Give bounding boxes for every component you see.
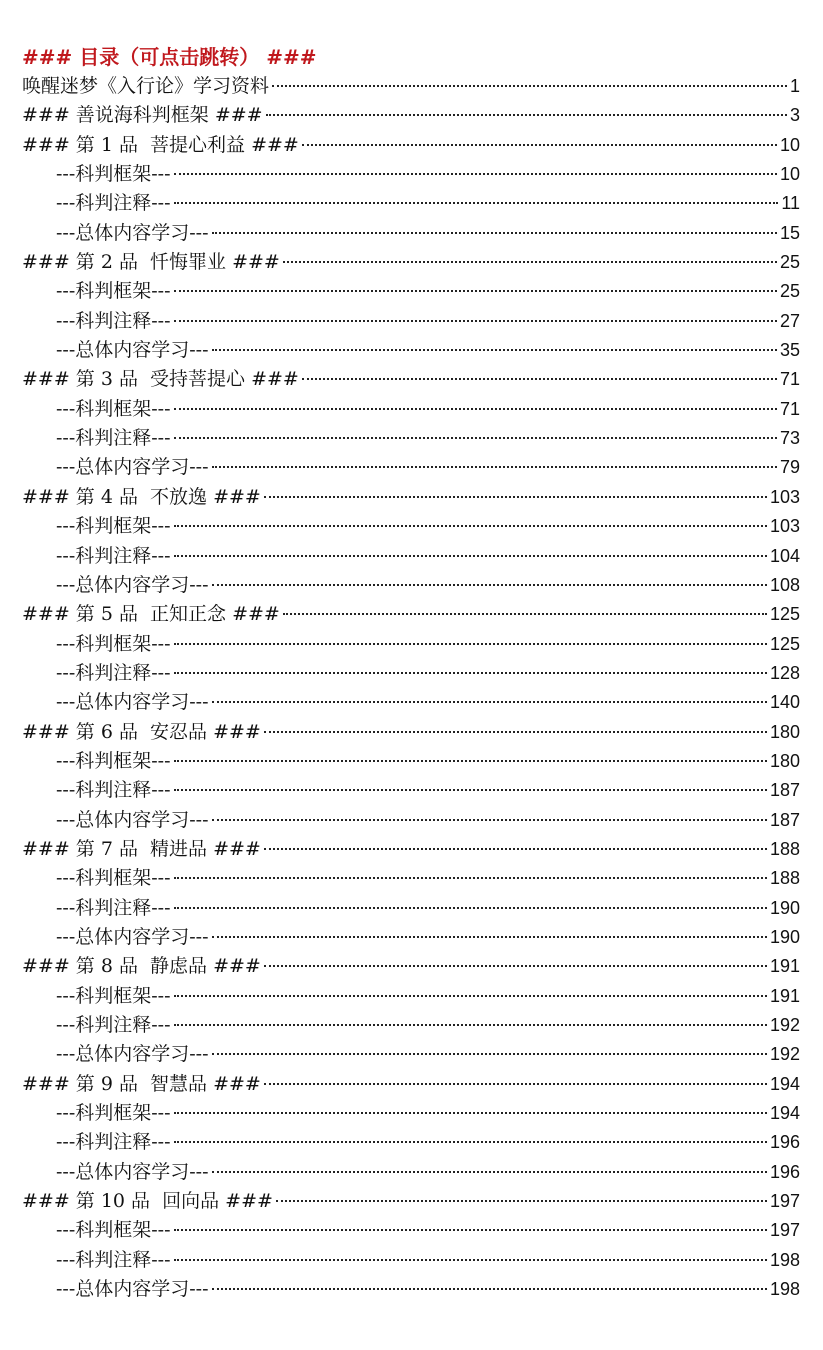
- dot-leader: [174, 760, 767, 762]
- toc-entry-page-number: 187: [769, 809, 800, 830]
- dot-leader: [264, 731, 767, 733]
- toc-entry-page-number: 71: [779, 369, 800, 390]
- toc-entry-page-number: 191: [769, 956, 800, 977]
- dot-leader: [212, 819, 767, 821]
- dot-leader: [174, 202, 779, 204]
- dot-leader: [174, 555, 767, 557]
- toc-subentry[interactable]: [22, 424, 800, 453]
- toc-subentry[interactable]: [22, 512, 800, 541]
- toc-entry-label: ### 善说海科判框架 ###: [22, 104, 263, 127]
- dot-leader: [264, 965, 767, 967]
- toc-entry-page-number: 1: [789, 76, 800, 96]
- toc-entry-page-number: 104: [769, 545, 800, 566]
- toc-entry[interactable]: [22, 1070, 800, 1099]
- dot-leader: [212, 1053, 767, 1055]
- toc-subentry[interactable]: [22, 307, 800, 336]
- toc-entry-page-number: 10: [779, 134, 800, 155]
- dot-leader: [174, 1024, 767, 1026]
- dot-leader: [212, 584, 767, 586]
- toc-entry-page-number: 25: [779, 252, 800, 273]
- dot-leader: [174, 173, 777, 175]
- toc-subentry[interactable]: [22, 923, 800, 952]
- dot-leader: [283, 613, 767, 615]
- toc-entry[interactable]: [22, 835, 800, 864]
- toc-entry-page-number: 125: [769, 633, 800, 654]
- toc-entry-label: ---科判框架---: [56, 867, 171, 890]
- toc-subentry[interactable]: [22, 776, 800, 805]
- toc-entry-page-number: 125: [769, 604, 800, 625]
- toc-title: ### 目录（可点击跳转） ###: [22, 45, 317, 69]
- toc-entry-label: ---科判注释---: [56, 661, 171, 684]
- toc-entry-page-number: 73: [779, 428, 800, 449]
- toc-entry-label: ### 第 4 品 不放逸 ###: [22, 485, 261, 508]
- dot-leader: [272, 85, 787, 87]
- dot-leader: [174, 995, 767, 997]
- toc-entry-page-number: 103: [769, 516, 800, 537]
- toc-subentry[interactable]: [22, 659, 800, 688]
- toc-entry-page-number: 3: [789, 105, 800, 126]
- dot-leader: [264, 1083, 767, 1085]
- toc-entry-label: ---科判注释---: [56, 309, 171, 332]
- toc-entry-page-number: 71: [779, 398, 800, 419]
- toc-entry-label: ---总体内容学习---: [56, 456, 209, 479]
- toc-entry[interactable]: [22, 101, 800, 130]
- toc-entry[interactable]: [22, 952, 800, 981]
- toc-entry-label: ---科判注释---: [56, 1014, 171, 1036]
- dot-leader: [212, 701, 767, 703]
- toc-entry-label: ---科判框架---: [56, 1102, 171, 1125]
- toc-entry-label: ### 第 5 品 正知正念 ###: [22, 603, 280, 626]
- toc-entry-page-number: 188: [769, 838, 800, 859]
- toc-entry-label: ### 第 10 品 回向品 ###: [22, 1190, 273, 1213]
- toc-subentry[interactable]: [22, 1216, 800, 1245]
- toc-entry[interactable]: [22, 718, 800, 747]
- toc-entry-page-number: 196: [769, 1132, 800, 1153]
- toc-subentry[interactable]: [22, 747, 800, 776]
- toc-entry-page-number: 198: [769, 1249, 800, 1270]
- dot-leader: [174, 290, 777, 292]
- dot-leader: [302, 144, 777, 146]
- dot-leader: [212, 232, 777, 234]
- toc-entry[interactable]: [22, 600, 800, 629]
- toc-subentry[interactable]: [22, 894, 800, 923]
- toc-list: [22, 72, 800, 1304]
- dot-leader: [174, 907, 767, 909]
- dot-leader: [212, 466, 777, 468]
- toc-entry-page-number: 197: [769, 1191, 800, 1212]
- toc-entry-label: ---总体内容学习---: [56, 221, 209, 244]
- toc-entry[interactable]: [22, 72, 800, 101]
- document-page: [22, 42, 800, 1304]
- toc-subentry[interactable]: [22, 630, 800, 659]
- toc-subentry[interactable]: [22, 189, 800, 218]
- toc-entry-label: 唤醒迷梦《入行论》学习资料: [22, 75, 270, 97]
- dot-leader: [264, 496, 767, 498]
- toc-entry-label: ### 第 6 品 安忍品 ###: [22, 720, 261, 743]
- dot-leader: [174, 1259, 767, 1261]
- toc-subentry[interactable]: [22, 1246, 800, 1275]
- toc-subentry[interactable]: [22, 1275, 800, 1304]
- toc-subentry[interactable]: [22, 453, 800, 482]
- dot-leader: [276, 1200, 767, 1202]
- dot-leader: [174, 320, 777, 322]
- toc-entry-page-number: 192: [769, 1044, 800, 1065]
- toc-entry-label: ### 第 7 品 精进品 ###: [22, 837, 261, 860]
- toc-subentry[interactable]: [22, 160, 800, 189]
- toc-entry[interactable]: [22, 248, 800, 277]
- dot-leader: [266, 114, 787, 116]
- toc-entry-label: ---科判注释---: [56, 427, 171, 450]
- dot-leader: [302, 378, 777, 380]
- toc-subentry[interactable]: [22, 336, 800, 365]
- toc-entry-page-number: 108: [769, 574, 800, 595]
- toc-entry-label: ---总体内容学习---: [56, 808, 209, 831]
- toc-subentry[interactable]: [22, 864, 800, 893]
- toc-entry-page-number: 103: [769, 486, 800, 507]
- toc-entry[interactable]: [22, 365, 800, 394]
- toc-entry-label: ---科判框架---: [56, 984, 171, 1007]
- toc-entry[interactable]: [22, 131, 800, 160]
- toc-subentry[interactable]: [22, 219, 800, 248]
- toc-subentry[interactable]: [22, 542, 800, 571]
- toc-entry-page-number: 190: [769, 897, 800, 918]
- toc-entry-label: ---科判注释---: [56, 1248, 171, 1271]
- toc-entry-label: ### 第 8 品 静虑品 ###: [22, 955, 261, 978]
- dot-leader: [264, 848, 767, 850]
- toc-subentry[interactable]: [22, 395, 800, 424]
- toc-subentry[interactable]: [22, 1158, 800, 1187]
- toc-entry-page-number: 187: [769, 780, 800, 801]
- toc-entry-page-number: 140: [769, 692, 800, 713]
- dot-leader: [212, 1288, 767, 1290]
- toc-entry-page-number: 27: [779, 310, 800, 331]
- toc-subentry[interactable]: [22, 1011, 800, 1040]
- dot-leader: [174, 1112, 767, 1114]
- toc-entry-page-number: 15: [779, 222, 800, 243]
- toc-subentry[interactable]: [22, 982, 800, 1011]
- toc-subentry[interactable]: [22, 1040, 800, 1069]
- dot-leader: [212, 936, 767, 938]
- toc-entry-label: ---科判框架---: [56, 280, 171, 303]
- toc-subentry[interactable]: [22, 688, 800, 717]
- toc-entry-label: ### 第 9 品 智慧品 ###: [22, 1072, 261, 1095]
- toc-subentry[interactable]: [22, 1099, 800, 1128]
- dot-leader: [174, 789, 767, 791]
- toc-entry-page-number: 25: [779, 281, 800, 302]
- dot-leader: [212, 349, 777, 351]
- dot-leader: [174, 1229, 767, 1231]
- toc-entry-label: ---科判框架---: [56, 749, 171, 772]
- dot-leader: [174, 408, 777, 410]
- toc-entry-label: ---科判注释---: [56, 896, 171, 919]
- toc-entry-page-number: 190: [769, 926, 800, 947]
- toc-entry-page-number: 10: [779, 164, 800, 185]
- toc-entry-page-number: 180: [769, 750, 800, 771]
- toc-entry-label: ---科判注释---: [56, 1131, 171, 1154]
- dot-leader: [212, 1171, 767, 1173]
- dot-leader: [174, 525, 767, 527]
- toc-entry-label: ---科判框架---: [56, 632, 171, 655]
- toc-entry-page-number: 197: [769, 1220, 800, 1241]
- toc-entry-label: ---科判注释---: [56, 779, 171, 802]
- toc-entry-label: ---总体内容学习---: [56, 1160, 209, 1183]
- dot-leader: [174, 672, 767, 674]
- toc-entry-page-number: 194: [769, 1103, 800, 1124]
- toc-entry-label: ---科判框架---: [56, 515, 171, 538]
- toc-entry-label: ### 第 1 品 菩提心利益 ###: [22, 133, 299, 156]
- toc-entry-label: ---总体内容学习---: [56, 925, 209, 948]
- toc-subentry[interactable]: [22, 277, 800, 306]
- toc-entry-page-number: 196: [769, 1161, 800, 1182]
- toc-entry-label: ---总体内容学习---: [56, 573, 209, 596]
- toc-subentry[interactable]: [22, 1128, 800, 1157]
- toc-entry-label: ---科判注释---: [56, 192, 171, 215]
- toc-entry-label: ---总体内容学习---: [56, 691, 209, 714]
- toc-entry-label: ### 第 2 品 忏悔罪业 ###: [22, 251, 280, 274]
- toc-entry-label: ### 第 3 品 受持菩提心 ###: [22, 368, 299, 391]
- toc-entry-page-number: 180: [769, 721, 800, 742]
- toc-entry-label: ---总体内容学习---: [56, 1278, 209, 1301]
- toc-subentry[interactable]: [22, 806, 800, 835]
- toc-entry[interactable]: [22, 483, 800, 512]
- dot-leader: [174, 643, 767, 645]
- toc-entry-page-number: 188: [769, 868, 800, 889]
- dot-leader: [174, 877, 767, 879]
- dot-leader: [174, 1141, 767, 1143]
- toc-entry-label: ---总体内容学习---: [56, 1043, 209, 1066]
- toc-entry-label: ---科判框架---: [56, 397, 171, 420]
- toc-entry-label: ---科判注释---: [56, 544, 171, 567]
- toc-subentry[interactable]: [22, 571, 800, 600]
- dot-leader: [174, 437, 777, 439]
- toc-entry-page-number: 191: [769, 985, 800, 1006]
- toc-entry-label: ---科判框架---: [56, 1219, 171, 1242]
- toc-entry-page-number: 11: [781, 193, 800, 214]
- toc-entry-page-number: 79: [779, 457, 800, 478]
- toc-entry-label: ---总体内容学习---: [56, 339, 209, 362]
- dot-leader: [283, 261, 777, 263]
- toc-entry-page-number: 198: [769, 1279, 800, 1300]
- toc-entry-page-number: 35: [779, 340, 800, 361]
- toc-entry[interactable]: [22, 1187, 800, 1216]
- toc-entry-page-number: 194: [769, 1073, 800, 1094]
- toc-entry-label: ---科判框架---: [56, 163, 171, 186]
- toc-entry-page-number: 128: [769, 662, 800, 683]
- toc-entry-page-number: 192: [769, 1015, 800, 1035]
